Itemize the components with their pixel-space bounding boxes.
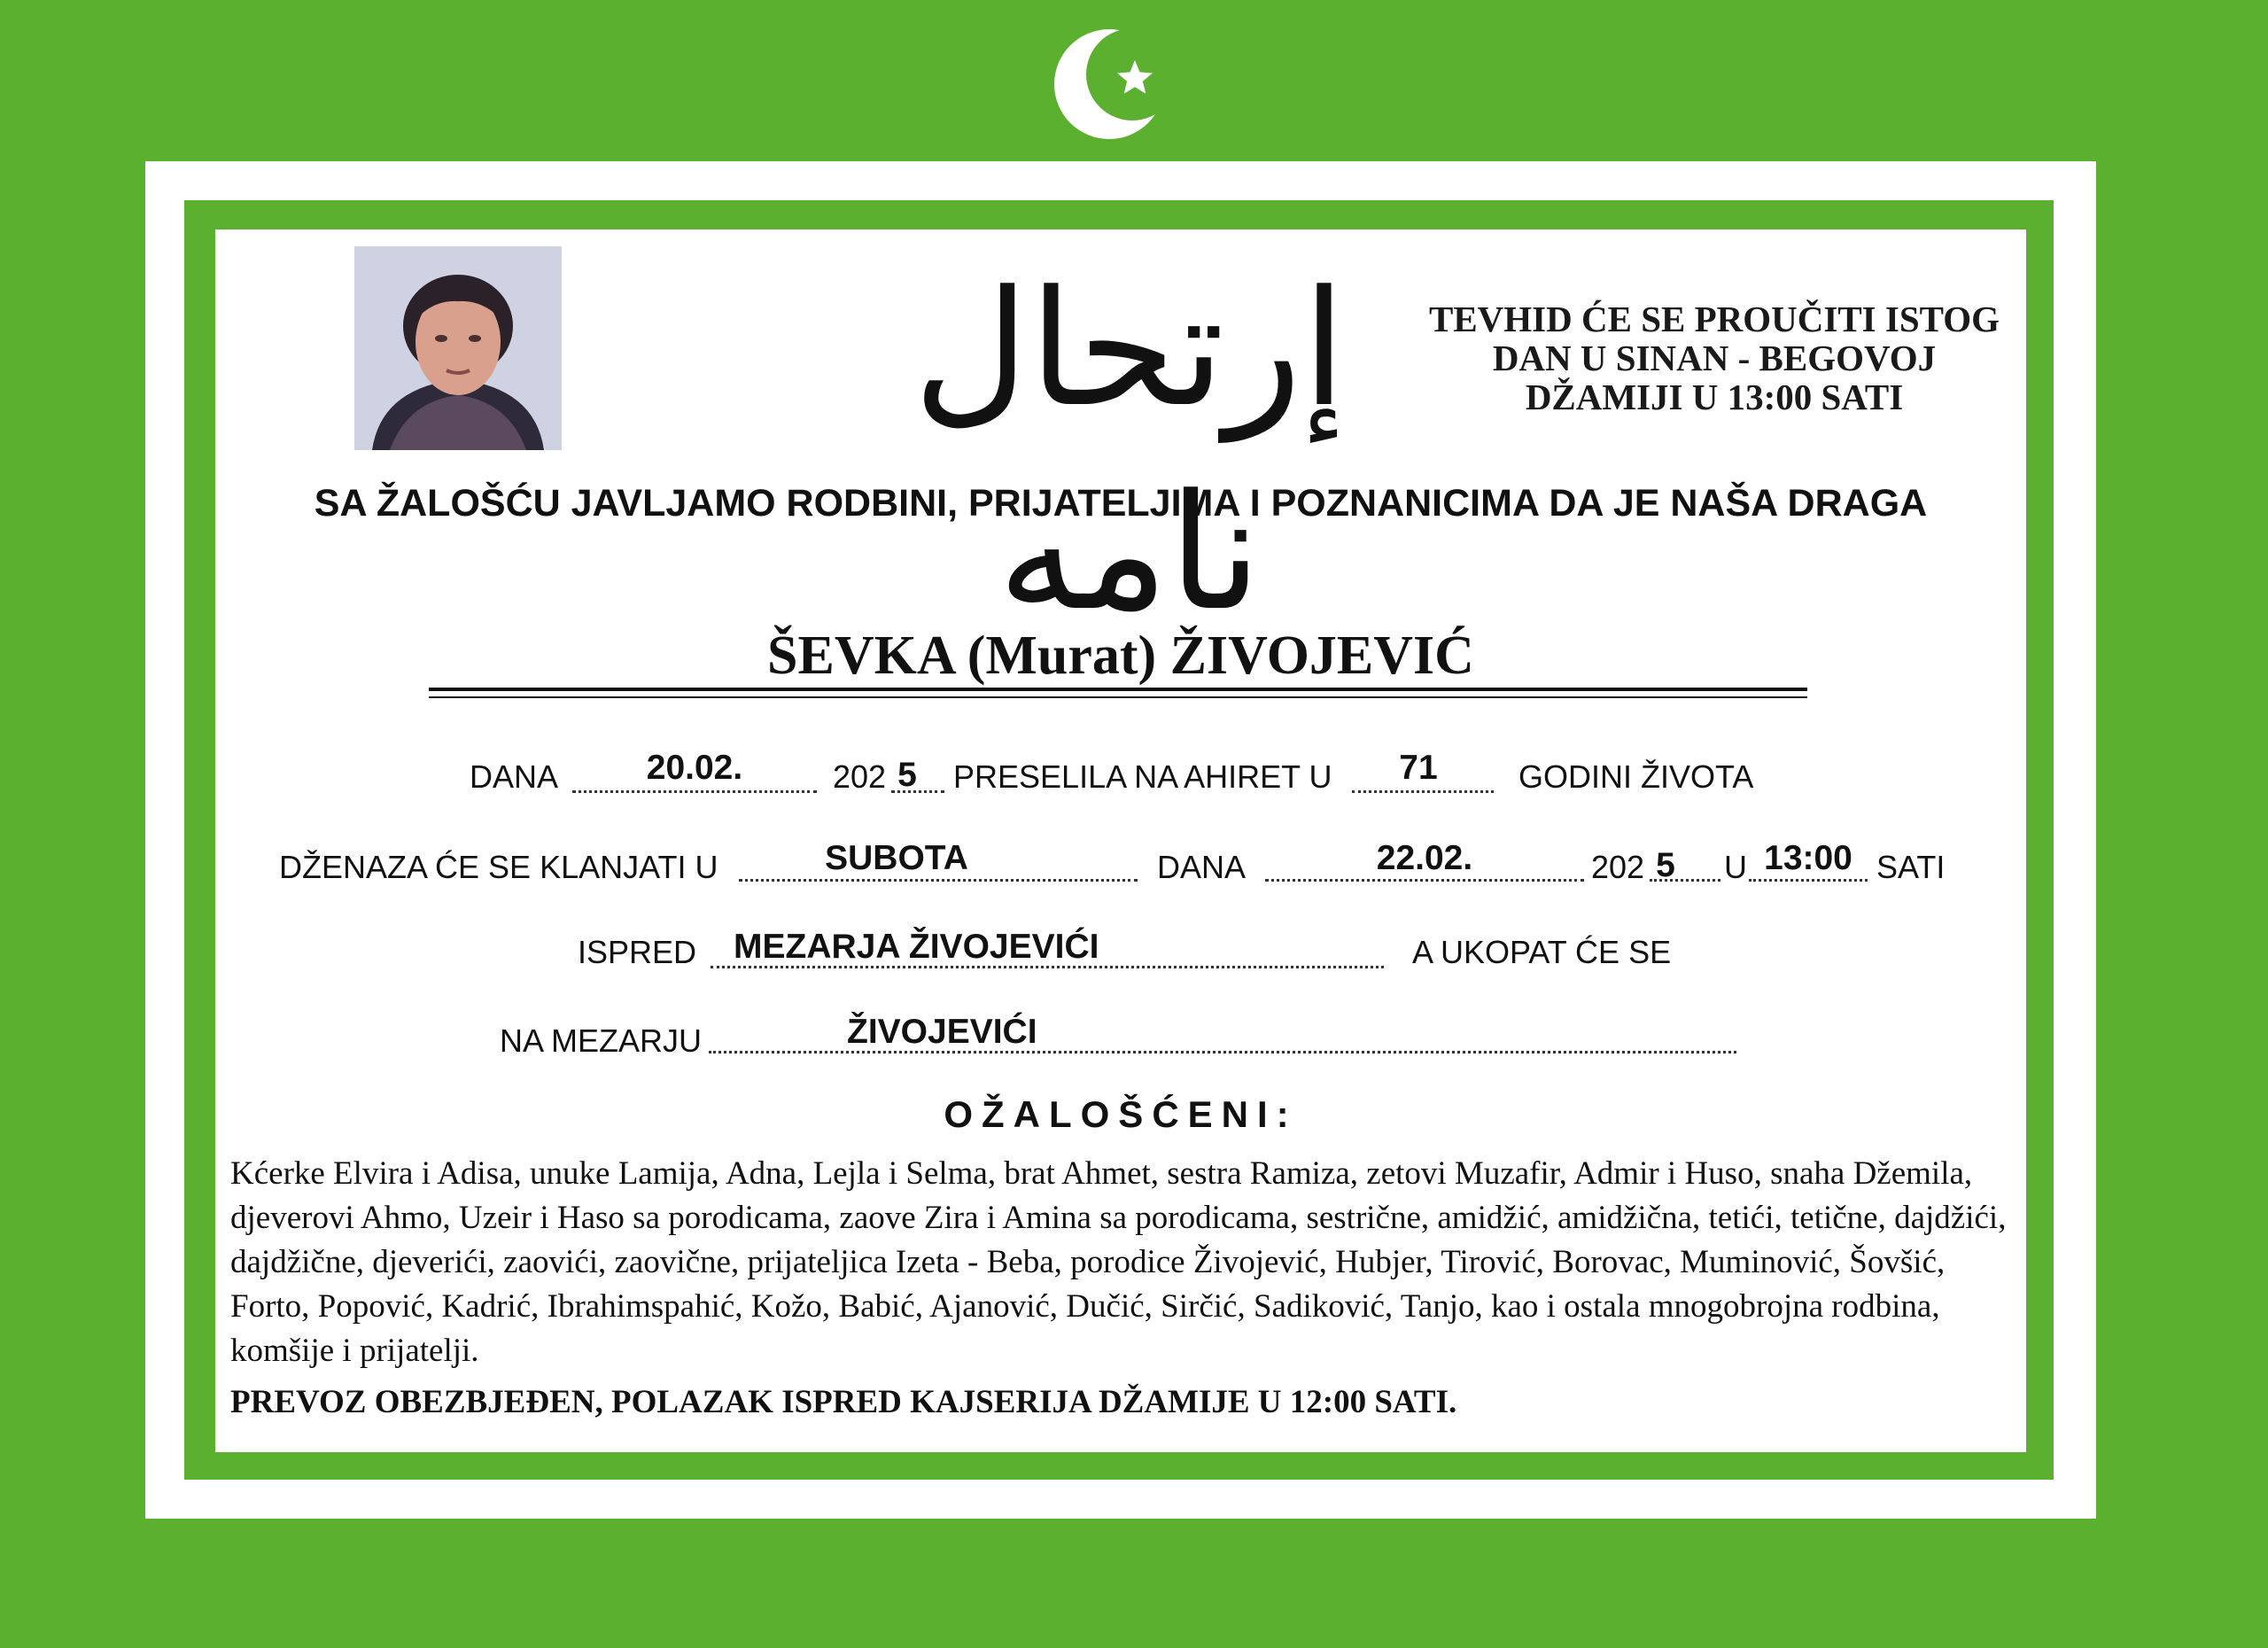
death-date: 20.02. (646, 749, 743, 787)
name-underline (429, 688, 1807, 691)
announcement-text: SA ŽALOŠĆU JAVLJAMO RODBINI, PRIJATELJIMA I POZNANICIMA DA JE NAŠA DRAGA (314, 482, 1928, 525)
year-prefix: 202 (1591, 849, 1645, 885)
transport-note: PREVOZ OBEZBJEĐEN, POLAZAK ISPRED KAJSERIJA DŽAMIJE U 12:00 SATI. (230, 1384, 1457, 1420)
year-prefix: 202 (833, 758, 887, 795)
label-godini: GODINI ŽIVOTA (1518, 758, 1754, 795)
dotted-line (572, 790, 817, 793)
cemetery-value: ŽIVOJEVIĆI (847, 1013, 1037, 1051)
mourners-text: Kćerke Elvira i Adisa, unuke Lamija, Adna, Lejla i Selma, brat Ahmet, sestra Ramiza, zetovi Muzafir, Admir i Huso, snaha Džemila, djeverovi Ahmo, Uzeir i Haso sa porodicama, zaove Zira i Amina sa porodicama, sestrične, amidžić, amidžična, tetići, tetične, dajdžići, dajdžične, djeverići, zaovići, zaovične, prijateljica Izeta - Beba, porodice Živojević, Hubjer, Tirović, Borovac, Muminović, Šovšić, Forto, Popović, Kadrić, Ibrahimspahić, Kožo, Babić, Ajanović, Dučić, Sirčić, Sadiković, Tanjo, kao i ostala mnogobrojna rodbina, komšije i prijatelji. (230, 1155, 2007, 1369)
tevhid-line: DAN U SINAN - BEGOVOJ (1492, 338, 1937, 378)
funeral-time: 13:00 (1764, 839, 1852, 877)
funeral-date: 22.02. (1376, 839, 1473, 877)
dotted-line (1352, 790, 1494, 793)
funeral-weekday: SUBOTA (825, 839, 968, 877)
label-sati: SATI (1876, 849, 1946, 885)
place-value: MEZARJA ŽIVOJEVIĆI (734, 928, 1099, 966)
label-u: U (1724, 849, 1747, 885)
tevhid-line: DŽAMIJI U 13:00 SATI (1525, 377, 1904, 417)
label-mezarju: NA MEZARJU (500, 1022, 703, 1059)
label-ispred: ISPRED (578, 934, 697, 970)
deceased-name: ŠEVKA (Murat) ŽIVOJEVIĆ (767, 626, 1474, 686)
crescent-star-icon (1054, 25, 1173, 144)
tevhid-notice (1395, 299, 2033, 416)
mourners-title: OŽALOŠĆENI: (944, 1093, 1298, 1135)
portrait-photo (354, 246, 562, 450)
arabic-heading: إرتحال نامه (913, 257, 1347, 646)
year-digit: 5 (897, 756, 917, 794)
age-value: 71 (1399, 749, 1438, 787)
label-dana: DANA (470, 758, 559, 795)
label-dana: DANA (1157, 849, 1247, 885)
label-dzenaza: DŽENAZA ĆE SE KLANJATI U (279, 849, 718, 885)
year-digit: 5 (1656, 846, 1675, 884)
name-underline (429, 696, 1807, 698)
label-ukopat: A UKOPAT ĆE SE (1412, 934, 1672, 970)
label-preselila: PRESELILA NA AHIRET U (953, 758, 1332, 795)
tevhid-line: TEVHID ĆE SE PROUČITI ISTOG (1428, 299, 2000, 339)
